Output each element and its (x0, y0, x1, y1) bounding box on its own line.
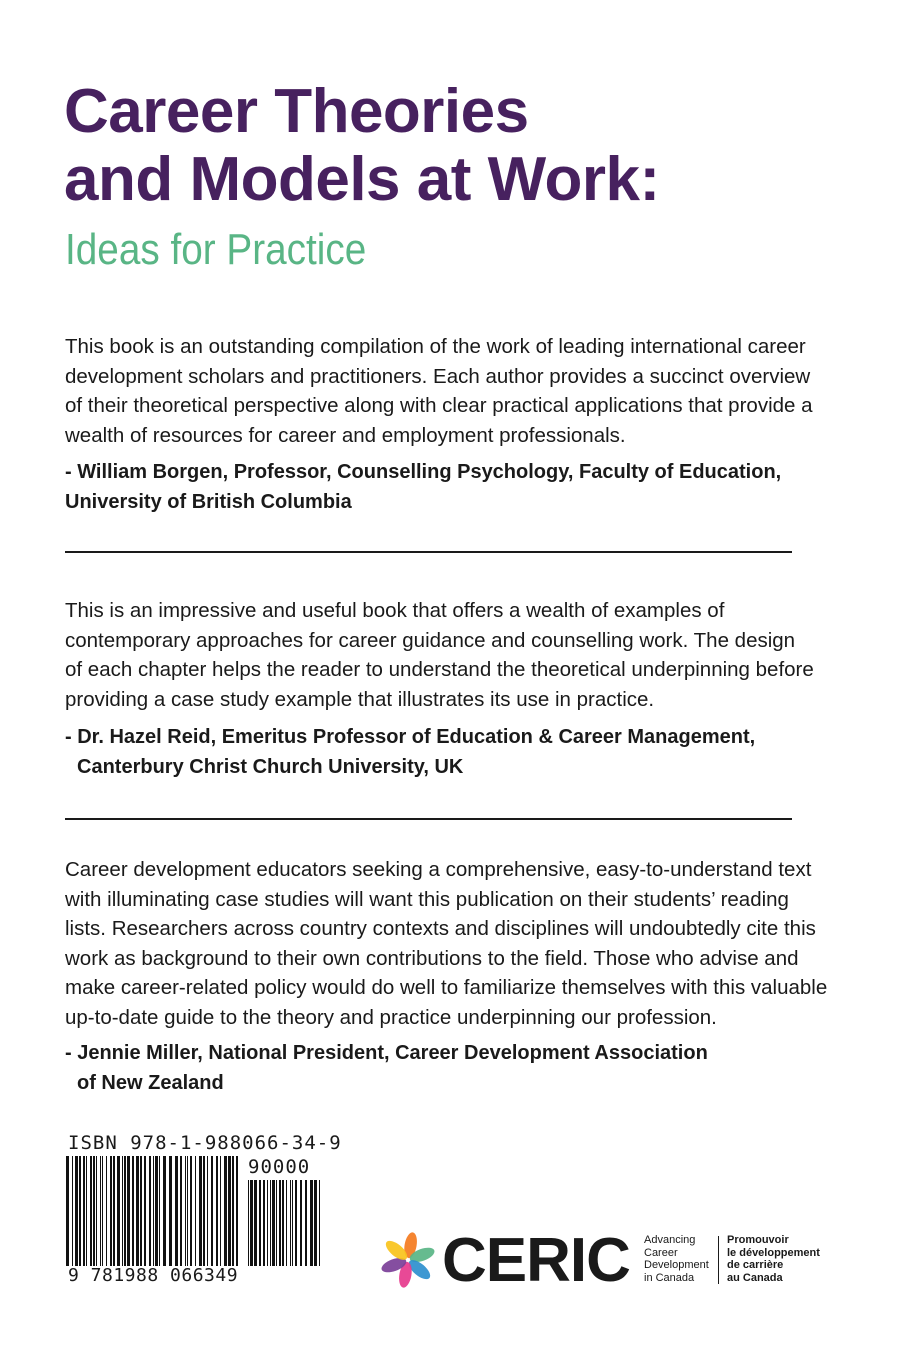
review-attribution-1: - William Borgen, Professor, Counselling Psychology, Faculty of Education, University of British Columbia (65, 461, 782, 513)
review-quote-1: This book is an outstanding compilation of the work of leading international career development scholars and practitioners. Each author provides a succinct overview of their theoretical perspective along with clear practical applications that provide a wealth of resources for career and employment professionals. (65, 335, 813, 447)
review-quote-2: This is an impressive and useful book that offers a wealth of examples of contemporary approaches for career guidance and counselling work. The design of each chapter helps the reader to understand the theoretical underpinning before providing a case study example that illustrates its use in practice. (65, 599, 814, 711)
isbn-label: ISBN 978-1-988066-34-9 (68, 1132, 342, 1154)
ceric-flower-icon (378, 1230, 438, 1290)
divider-2 (65, 818, 792, 820)
barcode-bars-main (66, 1156, 242, 1266)
review-quote-3: Career development educators seeking a comprehensive, easy-to-understand text with illuminating case studies will want this publication on their students’ reading lists. Researchers across country contexts and disciplines will undoubtedly cite this work as background to their own contributions to the field. Those who advise and make career-related policy would do well to familiarize themselves with this valuable up-to-date guide to the theory and practice underpinning our profession. (65, 858, 828, 1029)
isbn-digits: 9 781988 066349 (68, 1265, 239, 1286)
ceric-tagline-fr: Promouvoir le développement de carrière au Canada (727, 1234, 820, 1284)
price-code: 90000 (248, 1156, 311, 1178)
ceric-logo (378, 1226, 838, 1295)
review-attribution-3: - Jennie Miller, National President, Career Development Association of New Zealand (65, 1042, 708, 1094)
divider-1 (65, 551, 792, 553)
ceric-separator (718, 1236, 719, 1284)
title-line-1: Career Theories (64, 77, 529, 146)
ceric-wordmark: CERIC (442, 1226, 630, 1295)
review-attribution-2: - Dr. Hazel Reid, Emeritus Professor of Education & Career Management, Canterbury Christ Church University, UK (65, 726, 756, 778)
book-subtitle: Ideas for Practice (65, 225, 367, 274)
barcode-bars-addon (248, 1180, 326, 1266)
ceric-tagline-en: Advancing Career Development in Canada (644, 1234, 709, 1284)
isbn-barcode (60, 1132, 342, 1294)
book-title (64, 78, 660, 214)
title-line-2: and Models at Work: (64, 145, 660, 214)
